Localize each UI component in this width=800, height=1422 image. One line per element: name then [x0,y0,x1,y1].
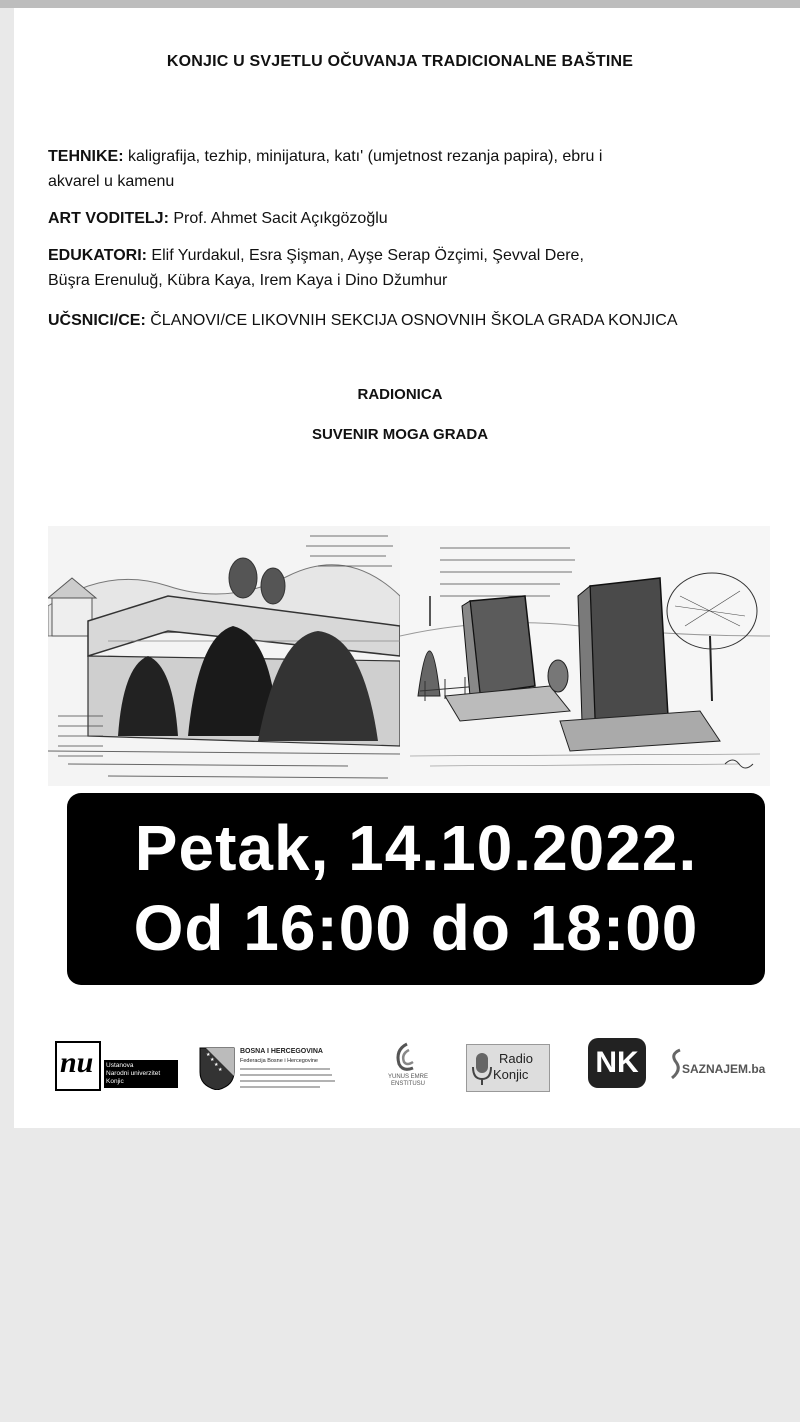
svg-text:★: ★ [206,1052,211,1058]
art-voditelj-block [48,206,748,231]
workshop-name: SUVENIR MOGA GRADA [311,426,489,443]
svg-text:nu: nu [60,1046,94,1079]
sketch-images [48,526,770,786]
sponsor-logos [48,1032,778,1102]
nk-logo: NK [588,1038,646,1088]
bih-ministry-lines-icon [240,1066,340,1092]
event-date: Petak, 14.10.2022. [134,812,698,884]
radio-line2: Konjic [493,1067,529,1082]
art-voditelj-label: ART VODITELJ: [48,210,169,227]
yunus-line1: YUNUS EMRE [387,1074,428,1080]
ucesnici-label: UČSNICI/CE: [48,312,146,329]
svg-text:★: ★ [214,1062,219,1068]
nu-line3: Konjic [106,1078,124,1085]
edukatori-value-2: Büşra Erenuluğ, Kübra Kaya, Irem Kaya i Dino Džumhur [48,272,448,289]
nu-icon [54,1040,102,1092]
tehnike-value-2: akvarel u kamenu [48,173,175,190]
yunus-line2: ENSTITUSU [390,1081,425,1087]
nu-line2: Narodni univerzitet [106,1070,161,1077]
narodni-univerzitet-logo [54,1040,174,1092]
bih-federation-logo [198,1046,348,1094]
tehnike-value-1: kaligrafija, tezhip, minijatura, katı' (umjetnost rezanja papira), ebru i [128,148,603,165]
bridge-sketch [48,526,400,786]
edukatori-value-1: Elif Yurdakul, Esra Şişman, Ayşe Serap Özçimi, Şevval Dere, [151,247,584,264]
edukatori-label: EDUKATORI: [48,247,147,264]
art-voditelj-value: Prof. Ahmet Sacit Açıkgözoğlu [173,210,388,227]
saznajem-text: SAZNAJEM.ba [682,1062,766,1076]
stecci-sketch [400,526,770,786]
poster-title: KONJIC U SVJETLU OČUVANJA TRADICIONALNE BAŠTINE [166,53,634,70]
ucesnici-value: ČLANOVI/CE LIKOVNIH SEKCIJA OSNOVNIH ŠKOLA GRADA KONJICA [150,312,678,329]
tehnike-block [48,144,748,194]
saznajem-logo [668,1048,778,1088]
microphone-icon [471,1051,493,1087]
radio-line1: Radio [499,1051,533,1066]
svg-text:★: ★ [210,1057,215,1063]
bih-line1: BOSNA I HERCEGOVINA [240,1048,323,1055]
radio-konjic-logo [466,1044,550,1092]
ucesnici-block [48,308,748,333]
top-strip [0,0,800,8]
radionica-label: RADIONICA [357,386,443,403]
svg-text:★: ★ [218,1067,223,1073]
bih-coat-of-arms-icon [198,1046,236,1090]
event-date-box [67,793,765,985]
bih-line2: Federacija Bosne i Hercegovine [240,1058,318,1064]
yunus-emre-icon [387,1040,427,1074]
event-time: Od 16:00 do 18:00 [133,892,699,964]
edukatori-block [48,243,748,293]
nu-line1: Ustanova [106,1062,134,1069]
tehnike-label: TEHNIKE: [48,148,124,165]
yunus-emre-logo [372,1040,442,1092]
